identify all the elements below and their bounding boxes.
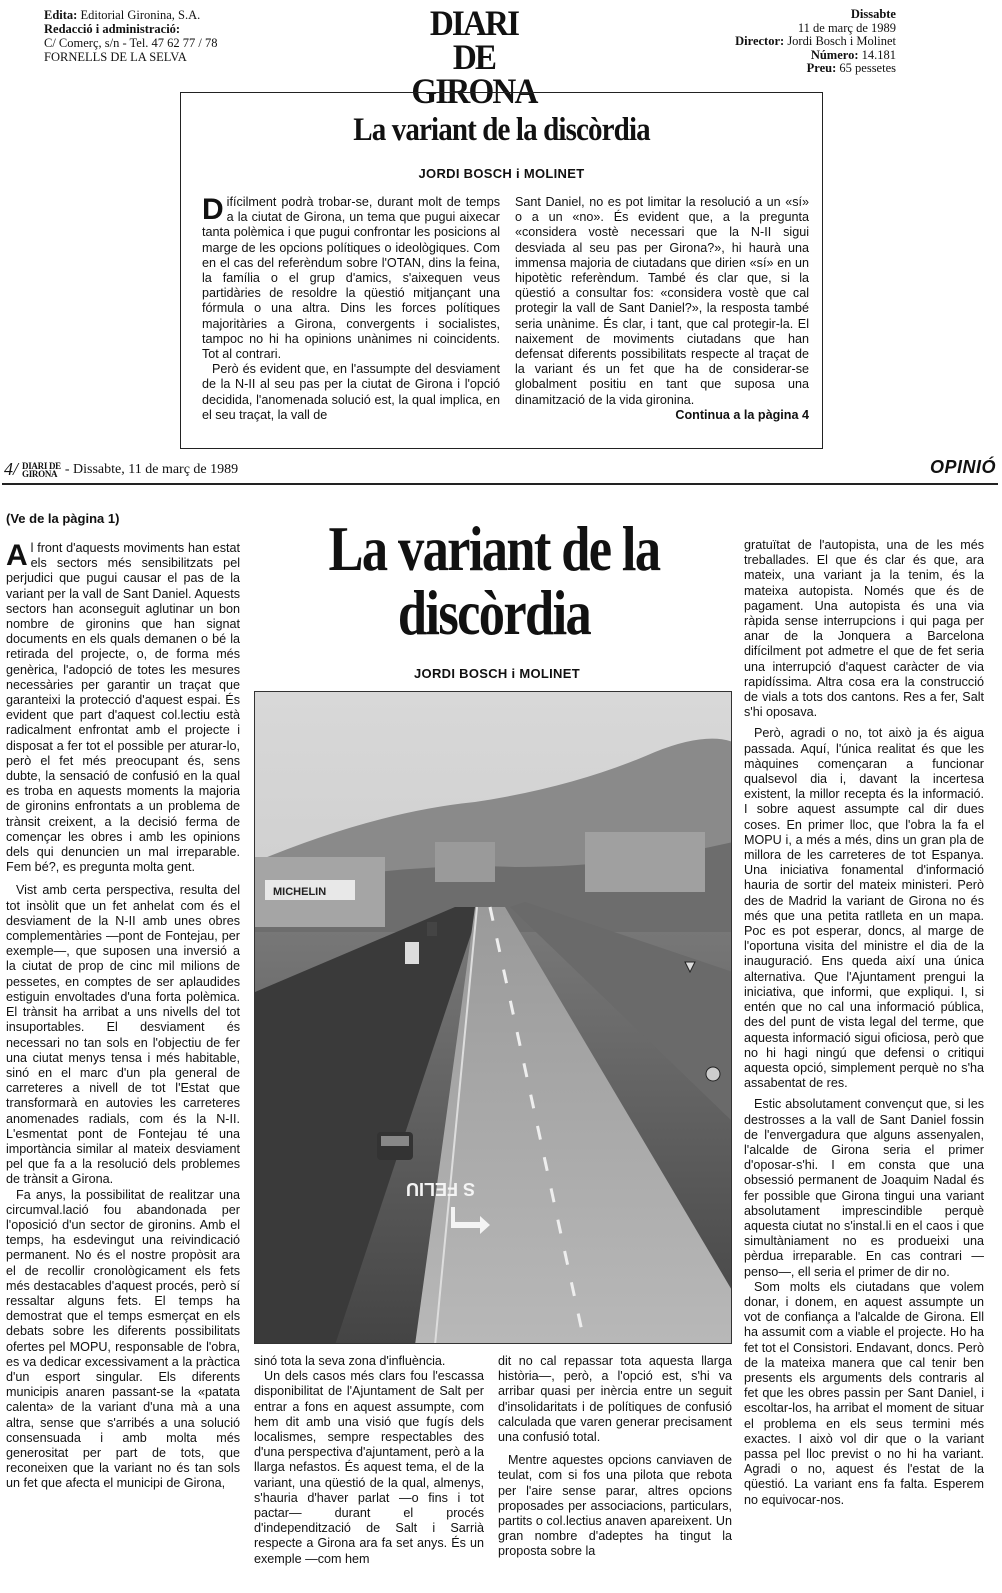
page-header-left [4,459,238,480]
front-article-author: JORDI BOSCH i MOLINET [418,166,585,181]
billboard-text: MICHELIN [273,886,327,898]
front-article-column-2: Sant Daniel, no es pot limitar la resolució a un «sí» o a un «no». És evident que, a la pregunta «considera vostè necessari que la N-II sigui desviada al seu pas per Girona?», hi haurà una immensa majoria de ciutadans que dirien «sí» en un hipotètic referèndum. També és clar que, si la qüestió a consultar fos: «considera vostè que cal protegir la vall de Sant Daniel?», la resposta també seria unànime. És clar, i tant, que cal protegir-la. El naixement de moviments ciutadans que han defensat diferents possibilitats respecte al traçat de la variant és un fet que ha de considerar-se globalment positiu en tant que suposa una dinamització de la vida gironina. Continua a la pàgina 4 [515,195,809,422]
road-marking-text: S FELIU [405,1179,475,1199]
inner-article-title: La variant de la discòrdia [328,513,660,648]
front-article-column-1: Difícilment podrà trobar-se, durant molt de temps a la ciutat de Girona, un tema que pugui aixecar tanta polèmica i que pugui confrontar les posicions al marge de les opcions polítiques o ideològiques. Com en el cas del referèndum sobre l'OTAN, dins la feina, la família o el grup d'amics, s'aixequen veus partidàries de resoldre la qüestió mitjançant una fórmula o una altra. Dins les forces polítiques majoritàries a Girona, convergents i socialistes, tampoc no hi ha opinions unànimes ni coincidents. Tot al contrari. Però és evident que, en l'assumpte del desviament de la N-II al seu pas per la ciutat de Girona i l'opció decidida, l'anomenada solució est, la qual implica, en el seu traçat, la vall de [202,193,500,422]
page-number: 4/ [4,459,19,479]
mini-logo: DIARI DE GIRONA [22,460,61,479]
inner-article-author: JORDI BOSCH i MOLINET [414,666,580,681]
inner-column-right: gratuïtat de l'autopista, una de les més treballades. El que és clar és que, ara mateix, una variant ja la tenim, és la mateixa autopista. Només que és de pagament. Una autopista és una via ràpida sense interrupcions i qui paga per anar de la Jonquera a Barcelona difícilment pot admetre el que de fet seria una interrupció d'aquest caràcter de via rapidíssima. Altra cosa era la construcció de vials a tots dos cantons. Res a fer, Salt s'hi oposava. Però, agradi o no, tot això ja és aigua passada. Aquí, l'única realitat és que les màquines començaran a funcionar qualsevol dia i, davant la incertesa existent, la millor recepta és la informació. I sobre aquest assumpte cal dir dues coses. En primer lloc, que l'obra la fa el MOPU i, a més a més, dins un gran pla de millora de les carreteres de tot Espanya. Una iniciativa fonamental d'informació hauria de sortir del mateix ministeri. Però des de Madrid la variant de Girona no és més que una petita ratlleta en un mapa. Poc es pot esperar, doncs, al marge de l'oportuna visita del ministre el dia de la inauguració. Ens queda així una única alternativa. Que l'Ajuntament prengui la iniciativa, que informi, que expliqui. I, si entén que no cal una informació pública, des del punt de vista legal del terme, que aquesta informació sigui oficiosa, però que no hi hagi ningú que defensi o critiqui aquesta opció, simplement perquè no s'ha assabentat de res. Estic absolutament convençut que, si les destrosses a la vall de Sant Daniel fossin de l'envergadura que alguns assenyalen, l'alcalde de Girona seria el primer d'oposar-s'hi. I em consta que una obsessió permanent de Joaquim Nadal és fer possible que Girona tingui una variant absolutament imprescindible perquè aquesta ciutat no s'instal.li en el caos i que simultàniament no es produeixi una pèrdua irreparable. En cas contrari —penso—, ell seria el primer de dir no. Som molts els ciutadans que volem donar, i donem, en aquest assumpte un vot de confiança a l'alcalde de Girona. Ell ha assumit com a viable el projecte. Ho ha fet tot el Consistori. Endavant, doncs. Però de la mateixa manera que cal tenir ben presents els arguments dels contraris al fet que les obres passin per Sant Daniel, i escoltar-los, ha arribat el moment de situar el problema en els seus termini més exactes. I això vol dir que o la variant passa pel lloc previst o no hi ha variant. Agradi o no, aquest és l'estat de la qüestió. La variant ens fa falta. Esperem no equivocar-nos. [744,538,984,1507]
masthead-issue-info: Dissabte 11 de març de 1989 Director: Jordi Bosch i Molinet Número: 14.181 Preu: 65 pessetes [735,7,896,75]
dropcap: A [6,539,28,572]
section-label: OPINIÓ [929,457,996,477]
dropcap: D [202,193,224,226]
continue-link[interactable]: Continua a la pàgina 4 [675,407,809,422]
inner-column-middle-1: sinó tota la seva zona d'influència. Un dels casos més clars fou l'escassa disponibilitat de l'Ajuntament de Salt per entrar a fons en aquest assumpte, com hem dit amb una visió que fugís dels localismes, sempre respectables des d'una perspectiva d'ajuntament, però a la llarga nefastos. És aquest tema, el de la variant, una qüestió de la qual, almenys, s'hauria d'haver parlat —o fins i tot pactar— durant el procés d'independització de Salt i Sarrià respecte a Girona ara fa set anys. És un exemple —com hem [254,1354,484,1566]
page-date: - Dissabte, 11 de març de 1989 [64,461,239,477]
inner-column-middle-2: dit no cal repassar tota aquesta llarga història—, però, a l'opció est, s'hi va arribar quasi per inèrcia entre un seguit d'insolidaritats i de polítiques de confusió calculada que varen generar precisament una confusió total. Mentre aquestes opcions canviaven de teulat, com si fos una pilota que rebota per l'aire sense parar, altres opcions proposades per associacions, particulars, partits o col.lectius anaven apareixent. Un gran nombre d'adeptes ha tingut la proposta sobre la [498,1354,732,1559]
front-article-title: La variant de la discòrdia [353,112,650,148]
masthead-publisher-info: Edita: Editorial Gironina, S.A. Redacció i administració: C/ Comerç, s/n - Tel. 47 62 77 / 78 FORNELLS DE LA SELVA [44,8,218,64]
road-photo [254,691,732,1344]
continued-from-label: (Ve de la pàgina 1) [6,511,120,526]
newspaper-logo: DIARI DE GIRONA [411,3,537,111]
inner-column-left: Al front d'aquests moviments han estat els sectors més sensibilitzats pel perjudici que pugui causar el pas de la variant per la vall de Sant Daniel. Aquests sectors han aconseguit aglutinar un bon nombre de gironins que han signat documents en els quals demanen o bé la retirada del projecte, o, de forma més genèrica, l'adopció de totes les mesures necessàries per garantir un traçat que garanteixi la protecció d'aquest espai. És evident que part d'aquest col.lectiu està radicalment enfrontat amb el projecte i disposat a fer tot el possible per aturar-lo, però el fet més preocupant és, sens dubte, la sensació de confusió en la qual es troba en aquests moments la majoria de gironins enfrontats a un problema de trànsit creixent, a la decisió ferma de començar les obres i amb les opinions dels qui denuncien un mal irreparable. Fem bé?, es pregunta molta gent. Vist amb certa perspectiva, resulta del tot insòlit que un fet anhelat com és el desviament de la N-II amb unes obres complementàries —pont de Fontejau, per exemple—, que suposen una inversió a la ciutat de prop de cinc mil milions de pessetes, en comptes de ser aplaudides estiguin envoltades d'una forta polèmica. El trànsit ha arribat a uns nivells del tot insuportables. El desviament és necessari no tan sols en l'objectiu de fer una ciutat menys tensa i més habitable, sinó en el marc d'un pla general de carreteres a nivell de tot l'Estat que transformarà en autovies les carreteres anomenades radials, com és la N-II. L'esmentat pont de Fontejau té una importància similar al mateix desviament pel que fa a la resolució dels problemes de trànsit a Girona. Fa anys, la possibilitat de realitzar una circumval.lació fou abandonada per l'oposició d'un sector de gironins. Amb el temps, ha esdevingut una reivindicació permanent. No és el nostre propòsit ara el de recollir cronològicament els fets més destacables d'aquest procés, però sí ressaltar alguns fets. El temps ha demostrat que el temps esmerçat en els debats sobre les diferents possibilitats ofertes pel MOPU, responsable de l'obra, es va dedicar excessivament a la pràctica d'un esport singular. Els diferents municipis anaren passant-se la «patata calenta» de la variant d'una mà a una altra, sense que s'arribés a una solució consensuada i amb molta més generositat per part de tots, que reconeixen que la variant no és tan sols un fet que afecta el municipi de Girona, [6,539,240,1491]
